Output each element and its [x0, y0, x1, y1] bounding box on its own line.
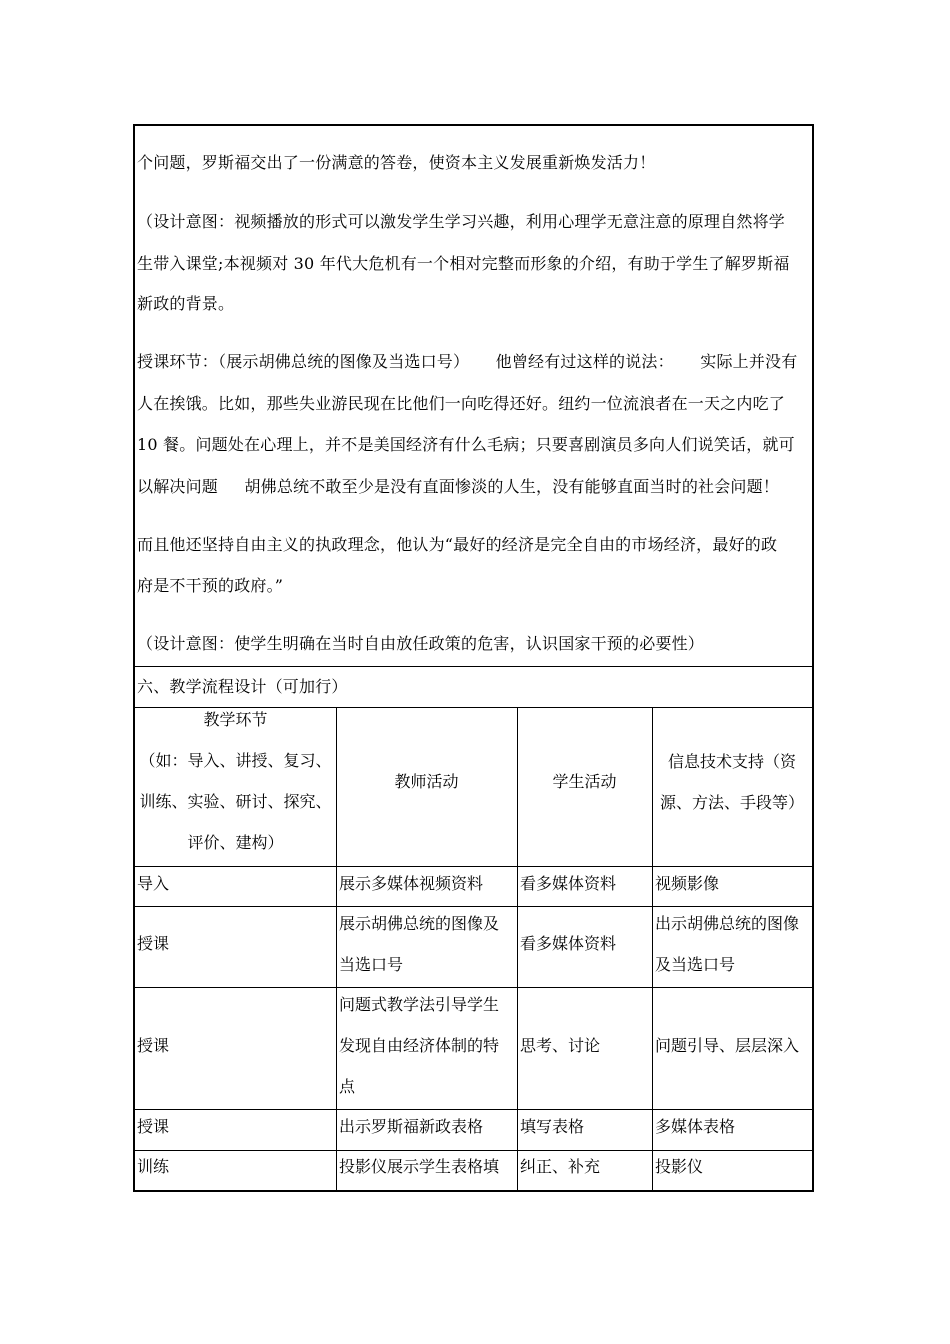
table-cell: 多媒体表格 — [655, 1117, 736, 1136]
divider — [135, 666, 812, 667]
table-cell: 授课 — [137, 1036, 170, 1055]
table-cell: 导入 — [137, 874, 170, 893]
divider — [135, 987, 812, 988]
table-cell: 视频影像 — [655, 874, 720, 893]
divider — [135, 906, 812, 907]
teaching-line: 以解决问题 胡佛总统不敢至少是没有直面惨淡的人生，没有能够直面当时的社会问题！ — [137, 477, 780, 496]
design-intent-line: 新政的背景。 — [137, 294, 235, 313]
table-cell: 思考、讨论 — [520, 1036, 601, 1055]
table-cell: 展示多媒体视频资料 — [339, 874, 484, 893]
divider — [135, 866, 812, 867]
table-cell: 出示罗斯福新政表格 — [339, 1117, 484, 1136]
liberal-line: 而且他还坚持自由主义的执政理念，他认为“最好的经济是完全自由的市场经济，最好的政 — [137, 535, 778, 554]
table-cell: 看多媒体资料 — [520, 934, 617, 953]
teaching-line: 授课环节：（展示胡佛总统的图像及当选口号） 他曾经有过这样的说法： 实际上并没有 — [137, 352, 798, 371]
header-cell-stage: 教学环节 （如：导入、讲授、复习、 训练、实验、研讨、探究、 评价、建构） — [139, 710, 332, 852]
table-cell: 授课 — [137, 934, 170, 953]
section-title: 六、教学流程设计（可加行） — [137, 677, 348, 696]
design-intent-line: 生带入课堂;本视频对 30 年代大危机有一个相对完整而形象的介绍，有助于学生了解罗斯福 — [137, 254, 790, 273]
intro-line: 个问题，罗斯福交出了一份满意的答卷，使资本主义发展重新焕发活力！ — [137, 153, 656, 172]
header-cell-tech: 信息技术支持（资 源、方法、手段等） — [659, 752, 804, 812]
table-cell: 看多媒体资料 — [520, 874, 617, 893]
teaching-line: 10 餐。问题处在心理上，并不是美国经济有什么毛病；只要喜剧演员多向人们说笑话，就可 — [137, 435, 795, 454]
liberal-line: 府是不干预的政府。” — [137, 576, 284, 595]
document-frame — [133, 124, 814, 1192]
table-cell: 纠正、补充 — [520, 1157, 601, 1176]
table-cell: 投影仪 — [655, 1157, 704, 1176]
table-cell: 填写表格 — [520, 1117, 585, 1136]
header-cell-student: 学生活动 — [552, 772, 617, 791]
table-cell: 投影仪展示学生表格填 — [339, 1157, 500, 1176]
divider — [135, 1109, 812, 1110]
divider — [135, 1150, 812, 1151]
divider — [135, 707, 812, 708]
table-cell: 问题引导、层层深入 — [655, 1036, 800, 1055]
table-cell: 出示胡佛总统的图像 及当选口号 — [655, 914, 800, 974]
table-cell: 授课 — [137, 1117, 170, 1136]
design-intent-line: （设计意图：视频播放的形式可以激发学生学习兴趣，利用心理学无意注意的原理自然将学 — [137, 212, 786, 231]
table-cell: 展示胡佛总统的图像及 当选口号 — [339, 914, 500, 974]
table-cell: 问题式教学法引导学生 发现自由经济体制的特 点 — [339, 995, 500, 1096]
teaching-line: 人在挨饿。比如，那些失业游民现在比他们一向吃得还好。纽约一位流浪者在一天之内吃了 — [137, 394, 786, 413]
table-cell: 训练 — [137, 1157, 170, 1176]
design-intent-line: （设计意图：使学生明确在当时自由放任政策的危害，认识国家干预的必要性） — [137, 634, 705, 653]
header-cell-teacher: 教师活动 — [394, 772, 459, 791]
